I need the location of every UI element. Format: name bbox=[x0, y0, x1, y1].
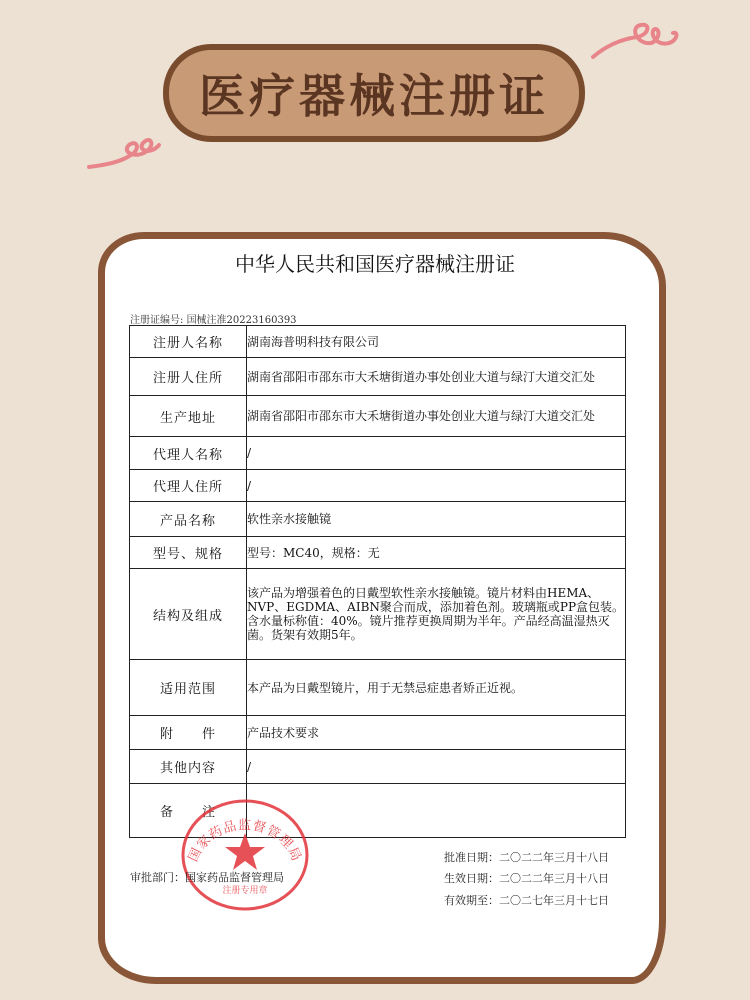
table-row bbox=[130, 437, 626, 470]
row-value: / bbox=[247, 437, 626, 470]
effective-date-value: 二〇二二年三月十八日 bbox=[499, 872, 609, 885]
row-value: / bbox=[247, 750, 626, 784]
row-label: 其他内容 bbox=[130, 750, 247, 784]
official-seal-stamp bbox=[175, 795, 315, 913]
row-value: 型号：MC40，规格：无 bbox=[247, 537, 626, 569]
squiggle-left-decoration bbox=[85, 125, 175, 185]
table-row bbox=[130, 358, 626, 396]
effective-date bbox=[444, 870, 609, 886]
row-label: 附 件 bbox=[130, 716, 247, 750]
table-row bbox=[130, 716, 626, 750]
seal-outer-text: 国家药品监督管理局 bbox=[186, 818, 304, 865]
row-label: 代理人住所 bbox=[130, 470, 247, 502]
row-value: 该产品为增强着色的日戴型软性亲水接触镜。镜片材料由HEMA、NVP、EGDMA、AIBN聚合而成，添加着色剂。玻璃瓶或PP盒包装。含水量标称值：40%。镜片推荐更换周期为半年。产品经高温湿热灭菌。货架有效期5年。 bbox=[247, 569, 626, 660]
approval-department bbox=[130, 869, 284, 885]
expiry-date bbox=[444, 892, 609, 908]
row-label: 适用范围 bbox=[130, 660, 247, 716]
approve-date bbox=[444, 849, 609, 865]
table-row bbox=[130, 502, 626, 537]
document-title: 中华人民共和国医疗器械注册证 bbox=[235, 252, 515, 276]
registration-number-label: 注册证编号: bbox=[130, 315, 184, 326]
table-row bbox=[130, 396, 626, 437]
row-label: 备 注 bbox=[130, 784, 247, 838]
row-label: 生产地址 bbox=[130, 396, 247, 437]
squiggle-top-right-decoration bbox=[585, 15, 695, 75]
row-value: 湖南省邵阳市邵东市大禾塘街道办事处创业大道与绿汀大道交汇处 bbox=[247, 396, 626, 437]
row-value: 湖南海普明科技有限公司 bbox=[247, 326, 626, 358]
expiry-date-value: 二〇二七年三月十七日 bbox=[499, 894, 609, 907]
table-row bbox=[130, 569, 626, 660]
row-label: 注册人住所 bbox=[130, 358, 247, 396]
seal-inner-text: 注册专用章 bbox=[222, 886, 268, 896]
table-row bbox=[130, 750, 626, 784]
row-label: 产品名称 bbox=[130, 502, 247, 537]
effective-date-label: 生效日期： bbox=[444, 872, 499, 885]
banner-title: 医疗器械注册证 bbox=[199, 69, 549, 123]
title-banner bbox=[163, 44, 585, 142]
row-value: 本产品为日戴型镜片，用于无禁忌症患者矫正近视。 bbox=[247, 660, 626, 716]
table-row bbox=[130, 537, 626, 569]
approve-date-label: 批准日期： bbox=[444, 851, 499, 864]
row-value: 产品技术要求 bbox=[247, 716, 626, 750]
table-row bbox=[130, 326, 626, 358]
approve-date-value: 二〇二二年三月十八日 bbox=[499, 851, 609, 864]
approval-dept-label: 审批部门： bbox=[130, 871, 185, 884]
row-label: 代理人名称 bbox=[130, 437, 247, 470]
registration-number-value: 国械注准20223160393 bbox=[186, 315, 297, 326]
row-label: 注册人名称 bbox=[130, 326, 247, 358]
row-label: 型号、规格 bbox=[130, 537, 247, 569]
row-label: 结构及组成 bbox=[130, 569, 247, 660]
registration-table bbox=[129, 325, 626, 838]
table-row bbox=[130, 470, 626, 502]
approval-dept-value: 国家药品监督管理局 bbox=[185, 871, 284, 884]
row-value: 软性亲水接触镜 bbox=[247, 502, 626, 537]
registration-number bbox=[130, 311, 297, 326]
row-value: / bbox=[247, 470, 626, 502]
table-row bbox=[130, 660, 626, 716]
expiry-date-label: 有效期至： bbox=[444, 894, 499, 907]
row-value: 湖南省邵阳市邵东市大禾塘街道办事处创业大道与绿汀大道交汇处 bbox=[247, 358, 626, 396]
